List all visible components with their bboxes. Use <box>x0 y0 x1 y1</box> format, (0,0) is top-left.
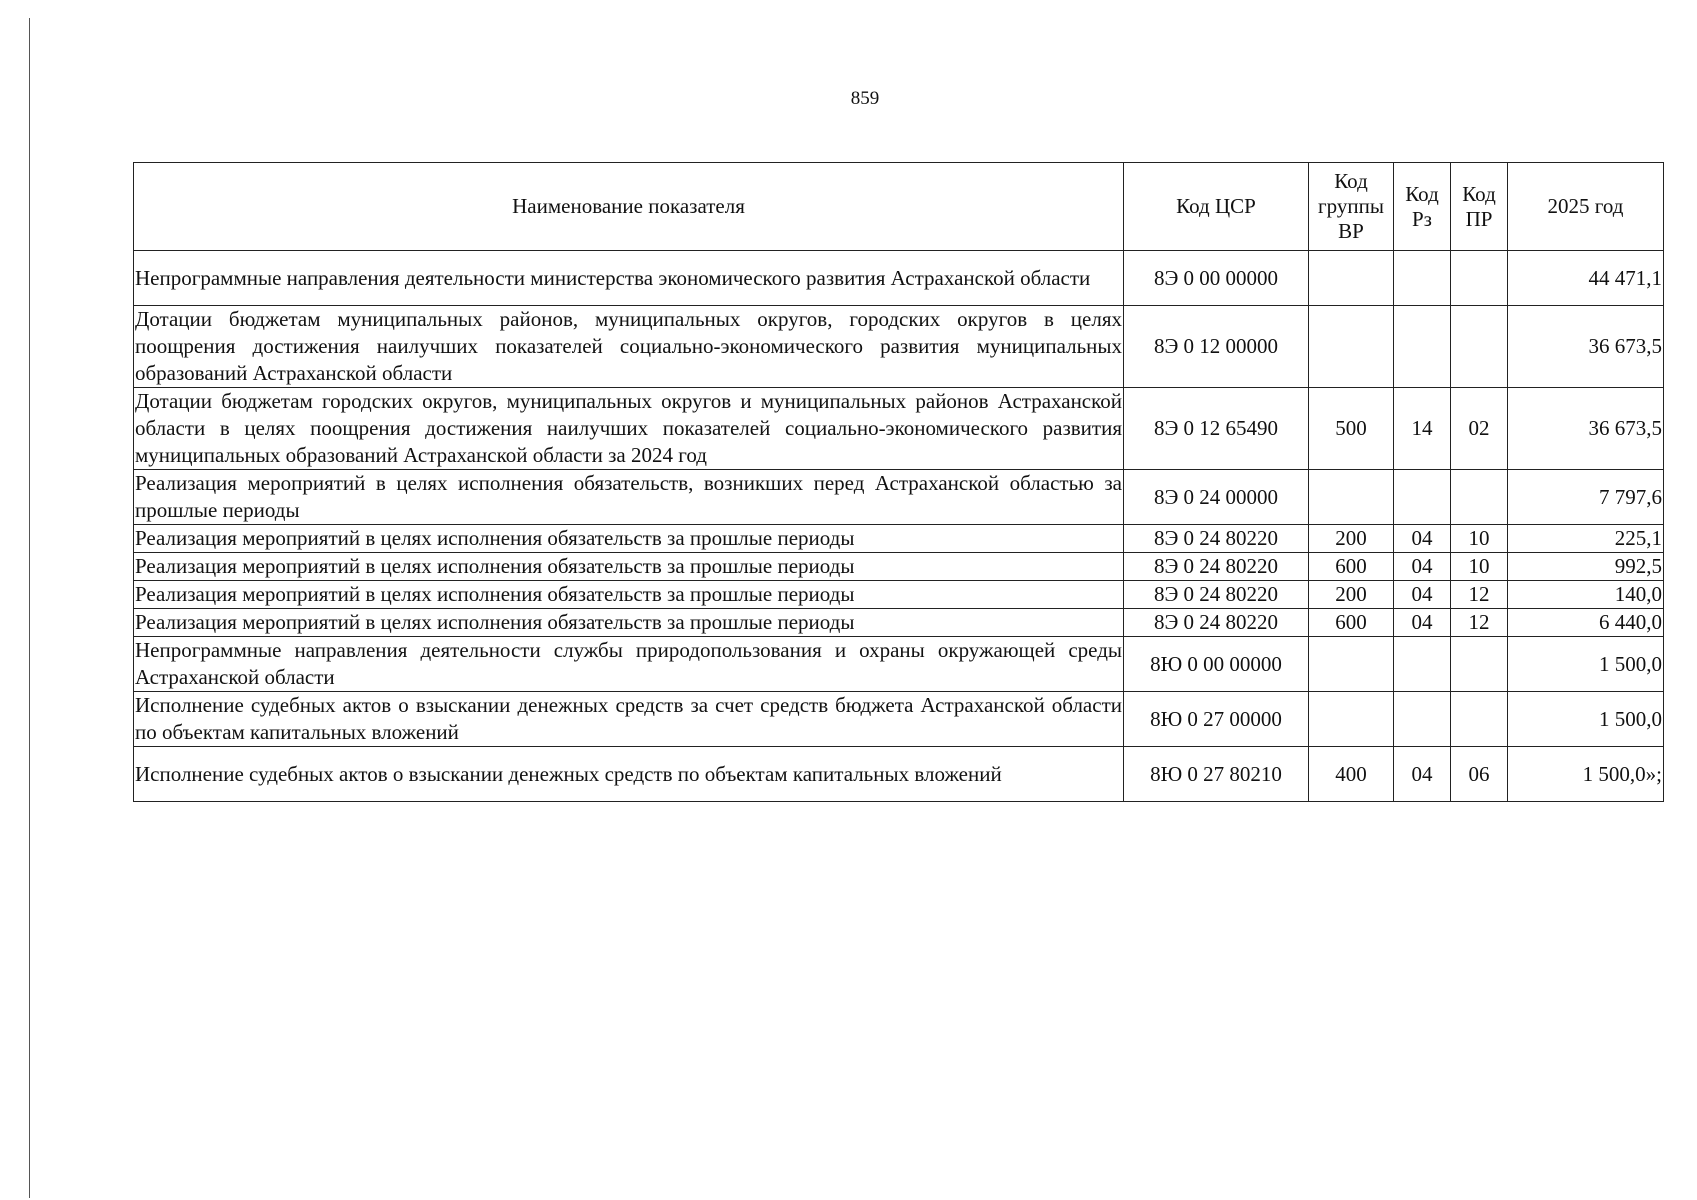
row-csr-code: 8Э 0 12 00000 <box>1124 306 1309 388</box>
header-rz-code: Код Рз <box>1394 163 1451 251</box>
row-vr-code: 500 <box>1309 388 1394 470</box>
row-pr-code: 10 <box>1451 525 1508 553</box>
header-pr-code: Код ПР <box>1451 163 1508 251</box>
header-year: 2025 год <box>1508 163 1664 251</box>
row-csr-code: 8Ю 0 27 00000 <box>1124 692 1309 747</box>
row-amount: 1 500,0 <box>1508 692 1664 747</box>
row-amount: 1 500,0»; <box>1508 747 1664 802</box>
row-rz-code: 04 <box>1394 553 1451 581</box>
row-amount: 36 673,5 <box>1508 306 1664 388</box>
row-name: Реализация мероприятий в целях исполнения обязательств за прошлые периоды <box>134 609 1124 637</box>
row-name: Реализация мероприятий в целях исполнения обязательств, возникших перед Астраханской областью за прошлые периоды <box>134 470 1124 525</box>
table-row <box>134 251 1664 306</box>
row-vr-code <box>1309 251 1394 306</box>
row-rz-code: 04 <box>1394 525 1451 553</box>
row-rz-code <box>1394 637 1451 692</box>
row-amount: 992,5 <box>1508 553 1664 581</box>
header-row <box>134 163 1664 251</box>
row-csr-code: 8Э 0 12 65490 <box>1124 388 1309 470</box>
table-row <box>134 581 1664 609</box>
row-amount: 6 440,0 <box>1508 609 1664 637</box>
row-csr-code: 8Э 0 24 80220 <box>1124 553 1309 581</box>
row-name: Реализация мероприятий в целях исполнения обязательств за прошлые периоды <box>134 525 1124 553</box>
row-name: Реализация мероприятий в целях исполнения обязательств за прошлые периоды <box>134 553 1124 581</box>
row-csr-code: 8Э 0 24 80220 <box>1124 525 1309 553</box>
row-csr-code: 8Э 0 24 80220 <box>1124 609 1309 637</box>
table-row <box>134 388 1664 470</box>
row-rz-code: 04 <box>1394 747 1451 802</box>
row-rz-code <box>1394 692 1451 747</box>
table-body <box>134 251 1664 802</box>
header-csr-code: Код ЦСР <box>1124 163 1309 251</box>
row-vr-code <box>1309 470 1394 525</box>
row-pr-code <box>1451 306 1508 388</box>
row-name: Исполнение судебных актов о взыскании денежных средств за счет средств бюджета Астраханской области по объектам капитальных вложений <box>134 692 1124 747</box>
table-row <box>134 609 1664 637</box>
row-pr-code <box>1451 251 1508 306</box>
row-amount: 7 797,6 <box>1508 470 1664 525</box>
row-rz-code <box>1394 251 1451 306</box>
row-vr-code: 600 <box>1309 553 1394 581</box>
row-csr-code: 8Э 0 24 80220 <box>1124 581 1309 609</box>
row-rz-code: 04 <box>1394 581 1451 609</box>
row-amount: 1 500,0 <box>1508 637 1664 692</box>
row-pr-code: 12 <box>1451 581 1508 609</box>
row-pr-code: 02 <box>1451 388 1508 470</box>
row-amount: 36 673,5 <box>1508 388 1664 470</box>
row-rz-code: 04 <box>1394 609 1451 637</box>
binding-margin-line <box>29 18 30 1198</box>
row-vr-code <box>1309 306 1394 388</box>
row-pr-code: 10 <box>1451 553 1508 581</box>
row-name: Непрограммные направления деятельности службы природопользования и охраны окружающей среды Астраханской области <box>134 637 1124 692</box>
table-row <box>134 306 1664 388</box>
table-row <box>134 747 1664 802</box>
table-header <box>134 163 1664 251</box>
row-amount: 225,1 <box>1508 525 1664 553</box>
row-csr-code: 8Ю 0 27 80210 <box>1124 747 1309 802</box>
row-vr-code <box>1309 692 1394 747</box>
row-name: Дотации бюджетам городских округов, муниципальных округов и муниципальных районов Астраханской области в целях поощрения достижения наилучших показателей социально-экономического развития муниципальных образований Астраханской области за 2024 год <box>134 388 1124 470</box>
row-pr-code <box>1451 470 1508 525</box>
header-vr-code: Код группы ВР <box>1309 163 1394 251</box>
row-rz-code: 14 <box>1394 388 1451 470</box>
row-name: Непрограммные направления деятельности министерства экономического развития Астраханской области <box>134 251 1124 306</box>
table-row <box>134 637 1664 692</box>
table-row <box>134 553 1664 581</box>
row-pr-code <box>1451 692 1508 747</box>
table-row <box>134 470 1664 525</box>
row-csr-code: 8Э 0 24 00000 <box>1124 470 1309 525</box>
row-amount: 44 471,1 <box>1508 251 1664 306</box>
table-row <box>134 692 1664 747</box>
row-pr-code: 12 <box>1451 609 1508 637</box>
row-pr-code <box>1451 637 1508 692</box>
page-number: 859 <box>850 88 880 109</box>
budget-table <box>133 162 1664 802</box>
row-vr-code: 200 <box>1309 581 1394 609</box>
row-vr-code: 400 <box>1309 747 1394 802</box>
row-csr-code: 8Ю 0 00 00000 <box>1124 637 1309 692</box>
row-name: Исполнение судебных актов о взыскании денежных средств по объектам капитальных вложений <box>134 747 1124 802</box>
row-pr-code: 06 <box>1451 747 1508 802</box>
row-rz-code <box>1394 306 1451 388</box>
row-amount: 140,0 <box>1508 581 1664 609</box>
row-csr-code: 8Э 0 00 00000 <box>1124 251 1309 306</box>
row-vr-code <box>1309 637 1394 692</box>
row-rz-code <box>1394 470 1451 525</box>
header-name: Наименование показателя <box>134 163 1124 251</box>
row-vr-code: 600 <box>1309 609 1394 637</box>
table-row <box>134 525 1664 553</box>
row-name: Дотации бюджетам муниципальных районов, муниципальных округов, городских округов в целях поощрения достижения наилучших показателей социально-экономического развития муниципальных образований Астраханской области <box>134 306 1124 388</box>
row-vr-code: 200 <box>1309 525 1394 553</box>
row-name: Реализация мероприятий в целях исполнения обязательств за прошлые периоды <box>134 581 1124 609</box>
